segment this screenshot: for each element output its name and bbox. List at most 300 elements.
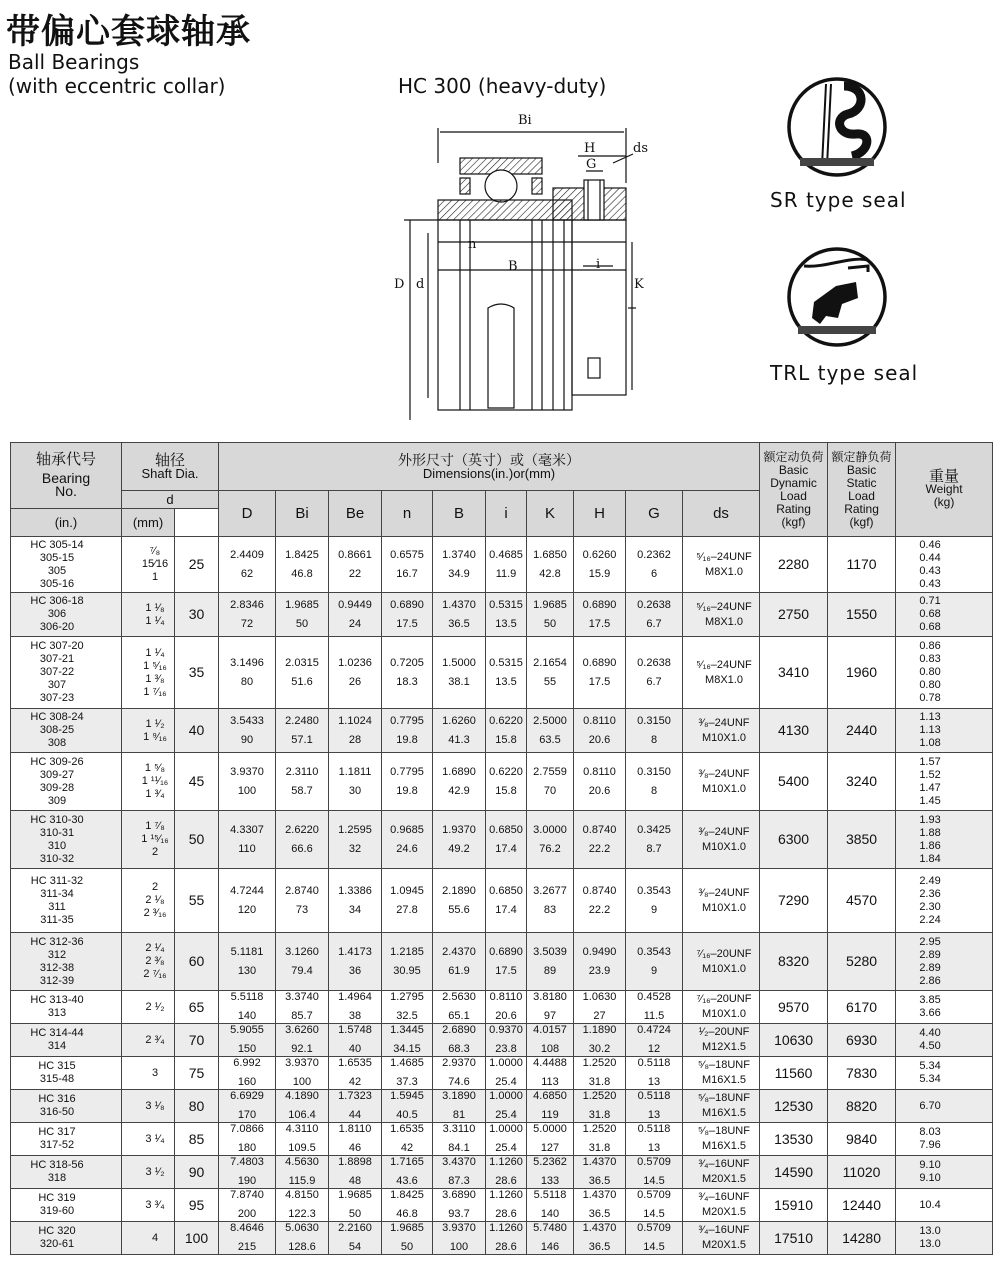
shaft-mm-cell: 85 bbox=[175, 1123, 219, 1156]
dim-k-cell-line: 1.6850 bbox=[533, 548, 567, 561]
dim-i-cell-line: 25.4 bbox=[495, 1076, 517, 1088]
weight-cell-line: 1.45 bbox=[919, 794, 941, 807]
shaft-mm-cell: 25 bbox=[175, 537, 219, 593]
subtitle-line-1: Ball Bearings bbox=[8, 50, 140, 74]
static-load-cell: 3850 bbox=[828, 811, 896, 869]
dynamic-load-cell: 2280 bbox=[760, 537, 828, 593]
weight-cell-line: 2.36 bbox=[919, 887, 941, 900]
dim-ds-cell bbox=[683, 1189, 760, 1222]
weight-cell-line: 2.89 bbox=[919, 961, 941, 974]
dim-ds-cell bbox=[683, 1156, 760, 1189]
dim-n-cell-line: 1.9685 bbox=[390, 1222, 424, 1234]
dim-be-cell-line: 38 bbox=[348, 1010, 362, 1022]
header-static-load: 额定静负荷 Basic Static Load Rating (kgf) bbox=[828, 443, 896, 537]
bearing-no-cell-line: 307 bbox=[47, 679, 67, 691]
dim-k-cell-line: 3.5039 bbox=[533, 945, 567, 958]
dim-ds-cell-line: M16X1.5 bbox=[702, 1107, 747, 1119]
dim-h-cell-line: 1.0630 bbox=[582, 991, 617, 1003]
shaft-mm-cell: 50 bbox=[175, 811, 219, 869]
bearing-no-cell-line: 310-32 bbox=[39, 852, 75, 865]
bearing-no-cell-line: 306-20 bbox=[39, 621, 75, 633]
shaft-inch-cell bbox=[122, 537, 175, 593]
bearing-no-cell-line: HC 316 bbox=[38, 1093, 76, 1105]
dim-k-cell bbox=[527, 1024, 574, 1057]
dim-g-cell-line: 9 bbox=[650, 903, 658, 916]
dim-g-cell-line: 14.5 bbox=[643, 1208, 665, 1220]
dim-h-cell-line: 22.2 bbox=[588, 903, 611, 916]
shaft-inch-cell bbox=[122, 593, 175, 637]
header-col-n: n bbox=[382, 491, 433, 537]
dim-d-cell bbox=[219, 1189, 276, 1222]
dim-be-cell bbox=[329, 593, 382, 637]
dim-h-cell-line: 36.5 bbox=[588, 1175, 611, 1187]
dim-d-cell-line: 7.0866 bbox=[230, 1123, 264, 1135]
weight-cell bbox=[896, 1057, 993, 1090]
dim-h-cell bbox=[574, 709, 626, 753]
dim-bi-cell bbox=[276, 537, 329, 593]
dim-b-cell-line: 68.3 bbox=[448, 1043, 470, 1055]
bearing-no-cell-line: 305 bbox=[47, 564, 67, 577]
weight-cell bbox=[896, 869, 993, 933]
dim-d-cell bbox=[219, 1057, 276, 1090]
dim-ds-cell-line: M20X1.5 bbox=[702, 1173, 747, 1185]
dim-g-cell bbox=[626, 1156, 683, 1189]
dim-d-cell-line: 110 bbox=[238, 842, 256, 855]
dim-n-cell-line: 17.5 bbox=[396, 617, 418, 630]
dim-h-cell-line: 0.8110 bbox=[583, 765, 616, 778]
shaft-inch-cell-line: 1 ¹⁄₂ bbox=[145, 717, 165, 730]
dim-g-cell-line: 8.7 bbox=[646, 842, 662, 855]
dim-n-cell-line: 0.6890 bbox=[390, 598, 424, 611]
dim-ds-cell-line: M20X1.5 bbox=[702, 1206, 747, 1218]
header-col-D: D bbox=[219, 491, 276, 537]
dim-b-cell-line: 3.4370 bbox=[442, 1156, 476, 1168]
bearing-no-cell-line: 311 bbox=[48, 900, 66, 913]
dim-bi-cell bbox=[276, 637, 329, 709]
dim-g-cell-line: 0.5118 bbox=[637, 1057, 671, 1069]
dim-i-cell-line: 0.8110 bbox=[489, 991, 523, 1003]
dim-d-cell bbox=[219, 1024, 276, 1057]
shaft-mm-cell: 100 bbox=[175, 1222, 219, 1255]
dim-h-cell bbox=[574, 933, 626, 991]
bearing-no-cell-line: 308 bbox=[47, 737, 67, 749]
dim-n-cell-line: 0.9685 bbox=[390, 823, 424, 836]
dim-bi-cell-line: 85.7 bbox=[291, 1010, 313, 1022]
bearing-no-cell-line: 307-22 bbox=[39, 666, 75, 678]
dim-b-cell bbox=[433, 1123, 486, 1156]
dim-ds-cell-line: M8X1.0 bbox=[705, 565, 743, 578]
dim-d-cell-line: 72 bbox=[240, 617, 254, 630]
dim-b-cell-line: 84.1 bbox=[448, 1142, 470, 1154]
dynamic-load-cell: 8320 bbox=[760, 933, 828, 991]
bearing-no-cell bbox=[11, 637, 122, 709]
weight-cell-line: 0.80 bbox=[919, 679, 941, 691]
dim-b-cell bbox=[433, 1156, 486, 1189]
shaft-inch-cell bbox=[122, 637, 175, 709]
weight-cell bbox=[896, 753, 993, 811]
shaft-inch-cell-line: 3 bbox=[151, 1066, 159, 1079]
dim-ds-cell-line: M10X1.0 bbox=[702, 1008, 747, 1020]
bearing-no-cell-line: 305-16 bbox=[39, 577, 75, 590]
dim-g-cell-line: 0.4724 bbox=[637, 1024, 671, 1036]
bearing-no-cell-line: 311-34 bbox=[40, 887, 74, 900]
label-b: B bbox=[508, 259, 518, 274]
bearing-no-cell-line: 308-25 bbox=[39, 724, 75, 736]
dim-n-cell-line: 1.2185 bbox=[390, 945, 424, 958]
dim-k-cell-line: 97 bbox=[543, 1010, 557, 1022]
weight-cell bbox=[896, 709, 993, 753]
shaft-inch-cell bbox=[122, 991, 175, 1024]
static-load-cell: 4570 bbox=[828, 869, 896, 933]
dim-h-cell-line: 1.1890 bbox=[582, 1024, 617, 1036]
dim-b-cell-line: 36.5 bbox=[448, 617, 470, 630]
dim-n-cell-line: 37.3 bbox=[396, 1076, 418, 1088]
shaft-inch-cell-line: 1 ⁹⁄₁₆ bbox=[143, 730, 167, 743]
dim-ds-cell-line: ⁵⁄₁₆–24UNF bbox=[696, 600, 752, 613]
shaft-inch-cell-line: ⁷⁄₈ bbox=[149, 545, 161, 557]
dim-k-cell-line: 108 bbox=[540, 1043, 560, 1055]
shaft-inch-cell-line: 3 ¹⁄₄ bbox=[145, 1132, 165, 1145]
dim-i-cell bbox=[486, 1090, 527, 1123]
dim-d-cell-line: 160 bbox=[237, 1076, 257, 1088]
dim-d-cell-line: 2.4409 bbox=[230, 548, 264, 561]
dim-h-cell bbox=[574, 1090, 626, 1123]
dim-bi-cell-line: 4.8150 bbox=[285, 1189, 319, 1201]
dim-g-cell-line: 9 bbox=[650, 964, 658, 977]
shaft-inch-cell-line: 2 ³⁄₄ bbox=[145, 1033, 165, 1046]
dim-n-cell-line: 1.5945 bbox=[390, 1090, 424, 1102]
dim-d-cell-line: 120 bbox=[237, 903, 257, 916]
dim-n-cell-line: 1.6535 bbox=[390, 1123, 424, 1135]
dim-g-cell-line: 0.3150 bbox=[637, 714, 671, 727]
sr-seal-label: SR type seal bbox=[770, 188, 907, 212]
dim-ds-cell-line: ⁵⁄₈–18UNF bbox=[698, 1125, 750, 1137]
dim-n-cell-line: 0.7795 bbox=[390, 765, 424, 778]
dim-h-cell-line: 0.9490 bbox=[582, 945, 617, 958]
dim-be-cell-line: 1.0236 bbox=[338, 656, 372, 669]
dim-d-cell-line: 150 bbox=[237, 1043, 257, 1055]
shaft-inch-cell-line: 4 bbox=[151, 1231, 159, 1244]
dim-n-cell bbox=[382, 637, 433, 709]
dim-k-cell-line: 5.2362 bbox=[533, 1156, 567, 1168]
dim-bi-cell-line: 122.3 bbox=[288, 1208, 316, 1220]
weight-cell-line: 0.44 bbox=[919, 551, 941, 564]
dim-i-cell-line: 13.5 bbox=[495, 675, 517, 688]
dim-bi-cell bbox=[276, 1222, 329, 1255]
dim-k-cell-line: 2.5000 bbox=[533, 714, 567, 727]
header-d: d bbox=[122, 491, 219, 509]
dim-i-cell-line: 25.4 bbox=[495, 1109, 517, 1121]
dim-ds-cell-line: ³⁄₄–16UNF bbox=[698, 1224, 750, 1236]
dim-n-cell-line: 46.8 bbox=[396, 1208, 418, 1220]
dim-bi-cell-line: 46.8 bbox=[291, 567, 313, 580]
header-col-Bi: Bi bbox=[276, 491, 329, 537]
weight-cell bbox=[896, 593, 993, 637]
dim-n-cell-line: 42 bbox=[400, 1142, 414, 1154]
dim-g-cell bbox=[626, 991, 683, 1024]
dim-g-cell bbox=[626, 753, 683, 811]
dim-g-cell-line: 0.5118 bbox=[637, 1090, 671, 1102]
dim-be-cell-line: 40 bbox=[348, 1043, 362, 1055]
dim-g-cell-line: 6.7 bbox=[646, 675, 662, 688]
bearing-no-cell-line: 310-31 bbox=[39, 826, 75, 839]
dim-d-cell-line: 6.6929 bbox=[230, 1090, 264, 1102]
dim-n-cell bbox=[382, 1024, 433, 1057]
dim-h-cell-line: 36.5 bbox=[588, 1208, 611, 1220]
dim-i-cell bbox=[486, 1123, 527, 1156]
bearing-no-cell bbox=[11, 709, 122, 753]
dim-n-cell-line: 24.6 bbox=[396, 842, 418, 855]
dim-h-cell-line: 1.4370 bbox=[582, 1222, 617, 1234]
dim-be-cell-line: 34 bbox=[348, 903, 362, 916]
dim-bi-cell-line: 58.7 bbox=[291, 784, 313, 797]
dim-be-cell-line: 22 bbox=[348, 567, 362, 580]
table-row bbox=[11, 1222, 993, 1255]
dim-h-cell bbox=[574, 811, 626, 869]
dim-i-cell-line: 23.8 bbox=[495, 1043, 517, 1055]
dim-d-cell-line: 3.5433 bbox=[230, 714, 264, 727]
dim-d-cell-line: 3.9370 bbox=[230, 765, 264, 778]
weight-cell bbox=[896, 933, 993, 991]
dim-be-cell bbox=[329, 1156, 382, 1189]
weight-cell-line: 0.80 bbox=[919, 666, 941, 678]
dim-d-cell bbox=[219, 1090, 276, 1123]
dim-k-cell bbox=[527, 593, 574, 637]
dim-ds-cell bbox=[683, 1090, 760, 1123]
dim-ds-cell bbox=[683, 869, 760, 933]
static-load-cell: 8820 bbox=[828, 1090, 896, 1123]
shaft-inch-cell bbox=[122, 1189, 175, 1222]
label-d-bore: d bbox=[416, 277, 425, 292]
dim-g-cell-line: 0.3543 bbox=[637, 884, 671, 897]
dim-i-cell-line: 17.5 bbox=[495, 964, 517, 977]
dim-g-cell bbox=[626, 709, 683, 753]
dim-d-cell bbox=[219, 933, 276, 991]
static-load-cell: 6170 bbox=[828, 991, 896, 1024]
shaft-inch-cell bbox=[122, 1222, 175, 1255]
dim-h-cell-line: 1.2520 bbox=[582, 1090, 617, 1102]
table-row bbox=[11, 991, 993, 1024]
bearing-no-cell-line: 312-38 bbox=[39, 961, 75, 974]
dim-d-cell bbox=[219, 811, 276, 869]
dim-ds-cell bbox=[683, 709, 760, 753]
dim-n-cell bbox=[382, 933, 433, 991]
sr-seal-icon bbox=[786, 76, 888, 178]
header-col-H: H bbox=[574, 491, 626, 537]
bearing-no-cell bbox=[11, 1057, 122, 1090]
bearing-no-cell bbox=[11, 1024, 122, 1057]
dim-be-cell-line: 30 bbox=[348, 784, 362, 797]
dim-d-cell-line: 5.9055 bbox=[230, 1024, 264, 1036]
dim-be-cell bbox=[329, 869, 382, 933]
dim-ds-cell-line: ⁷⁄₁₆–20UNF bbox=[696, 947, 752, 960]
dim-n-cell-line: 16.7 bbox=[396, 567, 418, 580]
dim-b-cell bbox=[433, 869, 486, 933]
dim-d-cell-line: 170 bbox=[237, 1109, 257, 1121]
weight-cell-line: 4.40 bbox=[919, 1027, 941, 1039]
dim-d-cell bbox=[219, 637, 276, 709]
shaft-inch-cell bbox=[122, 869, 175, 933]
shaft-inch-cell bbox=[122, 709, 175, 753]
dynamic-load-cell: 17510 bbox=[760, 1222, 828, 1255]
weight-cell-line: 0.68 bbox=[919, 608, 941, 620]
table-row bbox=[11, 1057, 993, 1090]
dim-h-cell bbox=[574, 1123, 626, 1156]
dim-b-cell bbox=[433, 1189, 486, 1222]
shaft-inch-cell-line: 1 ¹⁵⁄₁₆ bbox=[141, 833, 169, 845]
dim-d-cell-line: 100 bbox=[237, 784, 257, 797]
table-row bbox=[11, 1189, 993, 1222]
dynamic-load-cell: 6300 bbox=[760, 811, 828, 869]
dim-d-cell-line: 3.1496 bbox=[230, 656, 264, 669]
dim-i-cell-line: 0.4685 bbox=[489, 548, 523, 561]
dim-h-cell bbox=[574, 1024, 626, 1057]
dim-h-cell-line: 0.8740 bbox=[582, 884, 617, 897]
dim-be-cell-line: 1.6535 bbox=[338, 1057, 372, 1069]
dim-i-cell-line: 28.6 bbox=[495, 1175, 517, 1187]
dim-g-cell bbox=[626, 1222, 683, 1255]
dim-n-cell-line: 1.3445 bbox=[390, 1024, 424, 1036]
dim-d-cell bbox=[219, 537, 276, 593]
dim-b-cell bbox=[433, 637, 486, 709]
bearing-no-cell-line: 309-28 bbox=[39, 781, 75, 794]
static-load-cell: 9840 bbox=[828, 1123, 896, 1156]
bearing-no-cell-line: 312-39 bbox=[39, 974, 75, 987]
dim-ds-cell-line: M16X1.5 bbox=[702, 1074, 747, 1086]
dim-g-cell bbox=[626, 933, 683, 991]
dim-ds-cell-line: M10X1.0 bbox=[702, 731, 747, 744]
bearing-no-cell-line: HC 317 bbox=[38, 1126, 76, 1138]
weight-cell bbox=[896, 1189, 993, 1222]
dim-g-cell-line: 13 bbox=[647, 1076, 661, 1088]
page-title: 带偏心套球轴承 bbox=[6, 12, 251, 52]
dim-ds-cell bbox=[683, 593, 760, 637]
dim-bi-cell-line: 2.3110 bbox=[285, 765, 319, 778]
shaft-inch-cell-line: 3 ¹⁄₈ bbox=[145, 1099, 165, 1112]
dim-g-cell bbox=[626, 811, 683, 869]
shaft-mm-cell: 90 bbox=[175, 1156, 219, 1189]
dim-d-cell-line: 4.3307 bbox=[230, 823, 264, 836]
header-col-i: i bbox=[486, 491, 527, 537]
dim-be-cell-line: 1.1024 bbox=[338, 714, 372, 727]
table-row bbox=[11, 709, 993, 753]
shaft-inch-cell-line: 2 ⁷⁄₁₆ bbox=[143, 968, 167, 980]
dim-k-cell bbox=[527, 1090, 574, 1123]
dim-k-cell-line: 140 bbox=[540, 1208, 560, 1220]
dim-bi-cell bbox=[276, 1024, 329, 1057]
shaft-inch-cell-line: 2 ³⁄₁₆ bbox=[143, 907, 167, 919]
weight-cell-line: 0.43 bbox=[919, 564, 941, 577]
shaft-inch-cell-line: 1 ³⁄₄ bbox=[145, 788, 165, 800]
dim-b-cell-line: 38.1 bbox=[448, 675, 470, 688]
dim-n-cell-line: 19.8 bbox=[396, 733, 418, 746]
dim-g-cell-line: 0.4528 bbox=[637, 991, 671, 1003]
shaft-mm-cell: 80 bbox=[175, 1090, 219, 1123]
dim-bi-cell-line: 3.6260 bbox=[285, 1024, 319, 1036]
trl-seal-label: TRL type seal bbox=[770, 361, 919, 385]
dim-k-cell-line: 70 bbox=[543, 784, 557, 797]
dim-h-cell bbox=[574, 753, 626, 811]
dim-h-cell-line: 20.6 bbox=[588, 784, 611, 797]
dim-i-cell-line: 0.9370 bbox=[489, 1024, 523, 1036]
static-load-cell: 1550 bbox=[828, 593, 896, 637]
dim-d-cell-line: 200 bbox=[237, 1208, 257, 1220]
dim-k-cell bbox=[527, 869, 574, 933]
bearing-no-cell bbox=[11, 1090, 122, 1123]
dim-k-cell-line: 4.6850 bbox=[533, 1090, 567, 1102]
dim-k-cell-line: 4.0157 bbox=[533, 1024, 567, 1036]
shaft-mm-cell: 60 bbox=[175, 933, 219, 991]
dim-n-cell-line: 1.4685 bbox=[390, 1057, 424, 1069]
dim-i-cell-line: 11.9 bbox=[495, 567, 517, 580]
dim-n-cell-line: 27.8 bbox=[396, 903, 418, 916]
dim-b-cell-line: 2.4370 bbox=[442, 945, 476, 958]
dim-bi-cell bbox=[276, 1123, 329, 1156]
shaft-mm-cell: 75 bbox=[175, 1057, 219, 1090]
shaft-inch-cell-line: 15⁄16 bbox=[141, 558, 169, 570]
dim-be-cell-line: 32 bbox=[348, 842, 362, 855]
dim-bi-cell-line: 2.2480 bbox=[285, 714, 319, 727]
bearing-no-cell-line: 310 bbox=[47, 839, 67, 852]
static-load-cell: 1170 bbox=[828, 537, 896, 593]
dim-b-cell-line: 2.9370 bbox=[442, 1057, 476, 1069]
table-row bbox=[11, 1123, 993, 1156]
weight-cell-line: 5.34 bbox=[919, 1060, 941, 1072]
label-d-outer: D bbox=[394, 277, 405, 292]
weight-cell-line: 1.93 bbox=[919, 813, 941, 826]
dim-i-cell bbox=[486, 637, 527, 709]
shaft-inch-cell bbox=[122, 1156, 175, 1189]
dim-i-cell bbox=[486, 709, 527, 753]
dim-bi-cell-line: 106.4 bbox=[288, 1109, 316, 1121]
dim-i-cell-line: 0.6850 bbox=[489, 884, 523, 897]
weight-cell-line: 10.4 bbox=[919, 1198, 941, 1211]
dim-d-cell bbox=[219, 1222, 276, 1255]
dim-ds-cell-line: M10X1.0 bbox=[702, 901, 747, 914]
dim-i-cell bbox=[486, 869, 527, 933]
dim-n-cell-line: 1.8425 bbox=[390, 1189, 424, 1201]
dim-k-cell-line: 3.8180 bbox=[533, 991, 567, 1003]
weight-cell-line: 0.46 bbox=[919, 538, 941, 551]
shaft-inch-cell bbox=[122, 1123, 175, 1156]
dim-b-cell-line: 3.1890 bbox=[442, 1090, 476, 1102]
dim-h-cell-line: 31.8 bbox=[588, 1109, 611, 1121]
bearing-no-cell-line: 320-61 bbox=[39, 1238, 75, 1250]
dim-h-cell bbox=[574, 1222, 626, 1255]
header-dynamic-load: 额定动负荷 Basic Dynamic Load Rating (kgf) bbox=[760, 443, 828, 537]
weight-cell-line: 9.10 bbox=[919, 1172, 941, 1184]
dim-n-cell bbox=[382, 991, 433, 1024]
dim-h-cell-line: 17.5 bbox=[588, 617, 611, 630]
weight-cell-line: 13.0 bbox=[919, 1225, 941, 1237]
dim-be-cell-line: 1.3386 bbox=[338, 884, 372, 897]
dim-b-cell bbox=[433, 811, 486, 869]
dim-k-cell bbox=[527, 709, 574, 753]
dim-b-cell-line: 1.3740 bbox=[442, 548, 476, 561]
dim-i-cell bbox=[486, 593, 527, 637]
dim-h-cell-line: 0.6260 bbox=[582, 548, 617, 561]
dim-ds-cell bbox=[683, 1057, 760, 1090]
dim-ds-cell-line: ³⁄₈–24UNF bbox=[698, 767, 750, 780]
dim-n-cell-line: 32.5 bbox=[396, 1010, 418, 1022]
dim-b-cell bbox=[433, 933, 486, 991]
dim-i-cell bbox=[486, 811, 527, 869]
bearing-no-cell-line: HC 315 bbox=[38, 1060, 76, 1072]
dim-k-cell bbox=[527, 1189, 574, 1222]
model-title: HC 300 (heavy-duty) bbox=[398, 74, 607, 98]
dim-g-cell-line: 11.5 bbox=[643, 1010, 665, 1022]
shaft-inch-cell-line: 2 ¹⁄₈ bbox=[145, 894, 165, 906]
